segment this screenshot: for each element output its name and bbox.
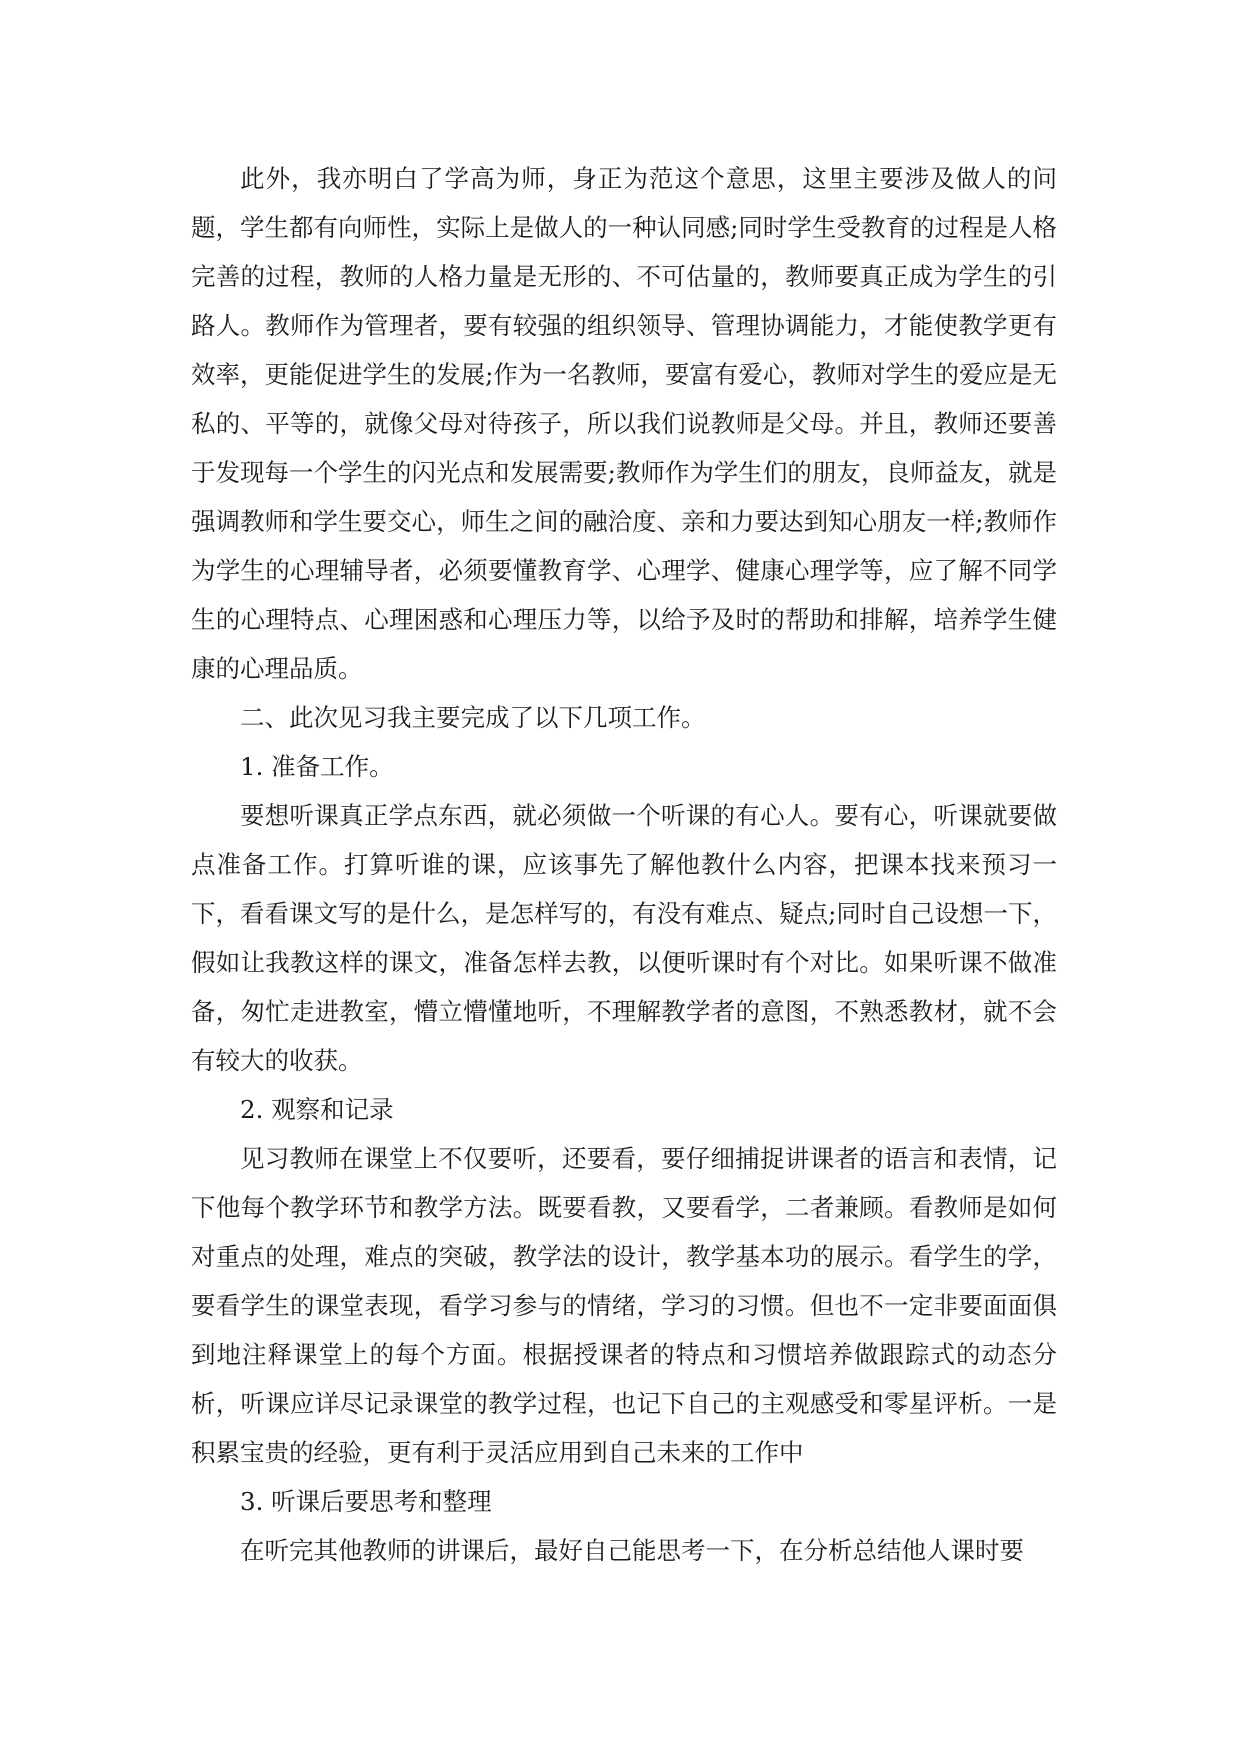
subheading-observation: 2. 观察和记录 [240, 1095, 394, 1124]
paragraph-preparation: 要想听课真正学点东西，就必须做一个听课的有心人。要有心，听课就要做点准备工作。打算听谁的课，应该事先了解他教什么内容，把课本找来预习一下，看看课文写的是什么，是怎样写的，有没有难点、疑点;同时自己设想一下，假如让我教这样的课文，准备怎样去教，以便听课时有个对比。如果听课不做准备，匆忙走进教室，懵立懵懂地听，不理解教学者的意图，不熟悉教材，就不会有较大的收获。 [191, 801, 1057, 1075]
paragraph-observation: 见习教师在课堂上不仅要听，还要看，要仔细捕捉讲课者的语言和表情，记下他每个教学环节和教学方法。既要看教，又要看学，二者兼顾。看教师是如何对重点的处理，难点的突破，教学法的设计，教学基本功的展示。看学生的学，要看学生的课堂表现，看学习参与的情绪，学习的习惯。但也不一定非要面面俱到地注释课堂上的每个方面。根据授课者的特点和习惯培养做跟踪式的动态分析，听课应详尽记录课堂的教学过程，也记下自己的主观感受和零星评析。一是积累宝贵的经验，更有利于灵活应用到自己未来的工作中 [191, 1144, 1057, 1467]
subheading-preparation: 1. 准备工作。 [240, 752, 394, 781]
document-body [191, 154, 1057, 1575]
section-heading-work-items: 二、此次见习我主要完成了以下几项工作。 [240, 703, 706, 732]
paragraph-teacher-role: 此外，我亦明白了学高为师，身正为范这个意思，这里主要涉及做人的问题，学生都有向师性，实际上是做人的一种认同感;同时学生受教育的过程是人格完善的过程，教师的人格力量是无形的、不可估量的，教师要真正成为学生的引路人。教师作为管理者，要有较强的组织领导、管理协调能力，才能使教学更有效率，更能促进学生的发展;作为一名教师，要富有爱心，教师对学生的爱应是无私的、平等的，就像父母对待孩子，所以我们说教师是父母。并且，教师还要善于发现每一个学生的闪光点和发展需要;教师作为学生们的朋友，良师益友，就是强调教师和学生要交心，师生之间的融洽度、亲和力要达到知心朋友一样;教师作为学生的心理辅导者，必须要懂教育学、心理学、健康心理学等，应了解不同学生的心理特点、心理困惑和心理压力等，以给予及时的帮助和排解，培养学生健康的心理品质。 [191, 164, 1057, 683]
paragraph-reflection: 在听完其他教师的讲课后，最好自己能思考一下，在分析总结他人课时要 [240, 1536, 1024, 1565]
subheading-reflection: 3. 听课后要思考和整理 [240, 1487, 492, 1516]
